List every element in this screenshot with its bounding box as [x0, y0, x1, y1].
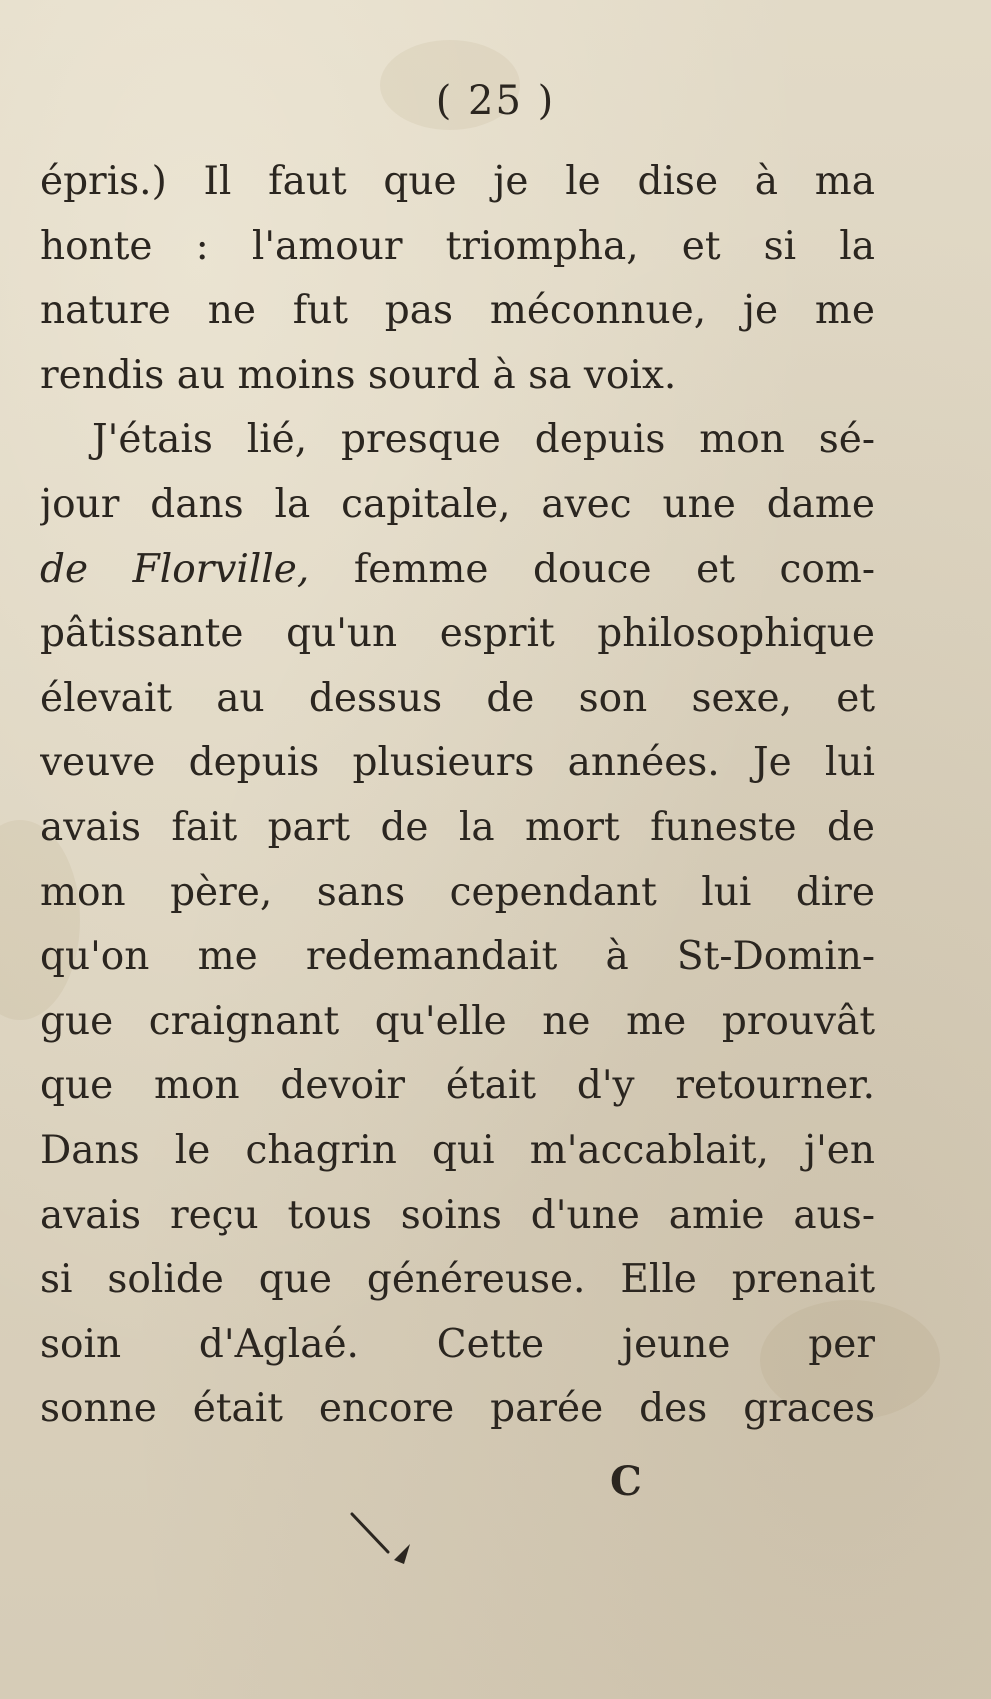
text-line: nature ne fut pas méconnue, je me — [40, 288, 875, 334]
character-name: de Florville, — [40, 546, 310, 592]
body-text — [40, 150, 875, 1442]
text-line: jour dans la capitale, avec une dame — [40, 481, 875, 527]
text-line: sonne était encore parée des graces — [40, 1386, 875, 1432]
ink-mark — [350, 1510, 430, 1570]
text-line: soin d'Aglaé. Cette jeune per — [40, 1321, 875, 1367]
text-line-rest: femme douce et com- — [353, 546, 875, 592]
text-line-with-name — [40, 538, 875, 603]
text-line: avais fait part de la mort funeste de — [40, 804, 875, 850]
text-line: élevait au dessus de son sexe, et — [40, 675, 875, 721]
text-line: que mon devoir était d'y retourner. — [40, 1063, 875, 1109]
text-line: mon père, sans cependant lui dire — [40, 869, 875, 915]
text-line: pâtissante qu'un esprit philosophique — [40, 611, 875, 657]
text-line: veuve depuis plusieurs années. Je lui — [40, 740, 875, 786]
text-line: épris.) Il faut que je le dise à ma — [40, 159, 875, 204]
text-line: rendis au moins sourd à sa voix. — [40, 352, 677, 398]
signature-mark: C — [610, 1458, 642, 1505]
text-line: Dans le chagrin qui m'accablait, j'en — [40, 1127, 875, 1173]
page-number: ( 25 ) — [435, 78, 556, 124]
text-line: qu'on me redemandait à St-Domin- — [40, 934, 875, 980]
text-line: si solide que généreuse. Elle prenait — [40, 1257, 875, 1303]
text-line: J'étais lié, presque depuis mon sé- — [92, 417, 875, 463]
text-line: honte : l'amour triompha, et si la — [40, 223, 875, 269]
text-line: gue craignant qu'elle ne me prouvât — [40, 998, 875, 1044]
text-line: avais reçu tous soins d'une amie aus- — [40, 1192, 875, 1238]
